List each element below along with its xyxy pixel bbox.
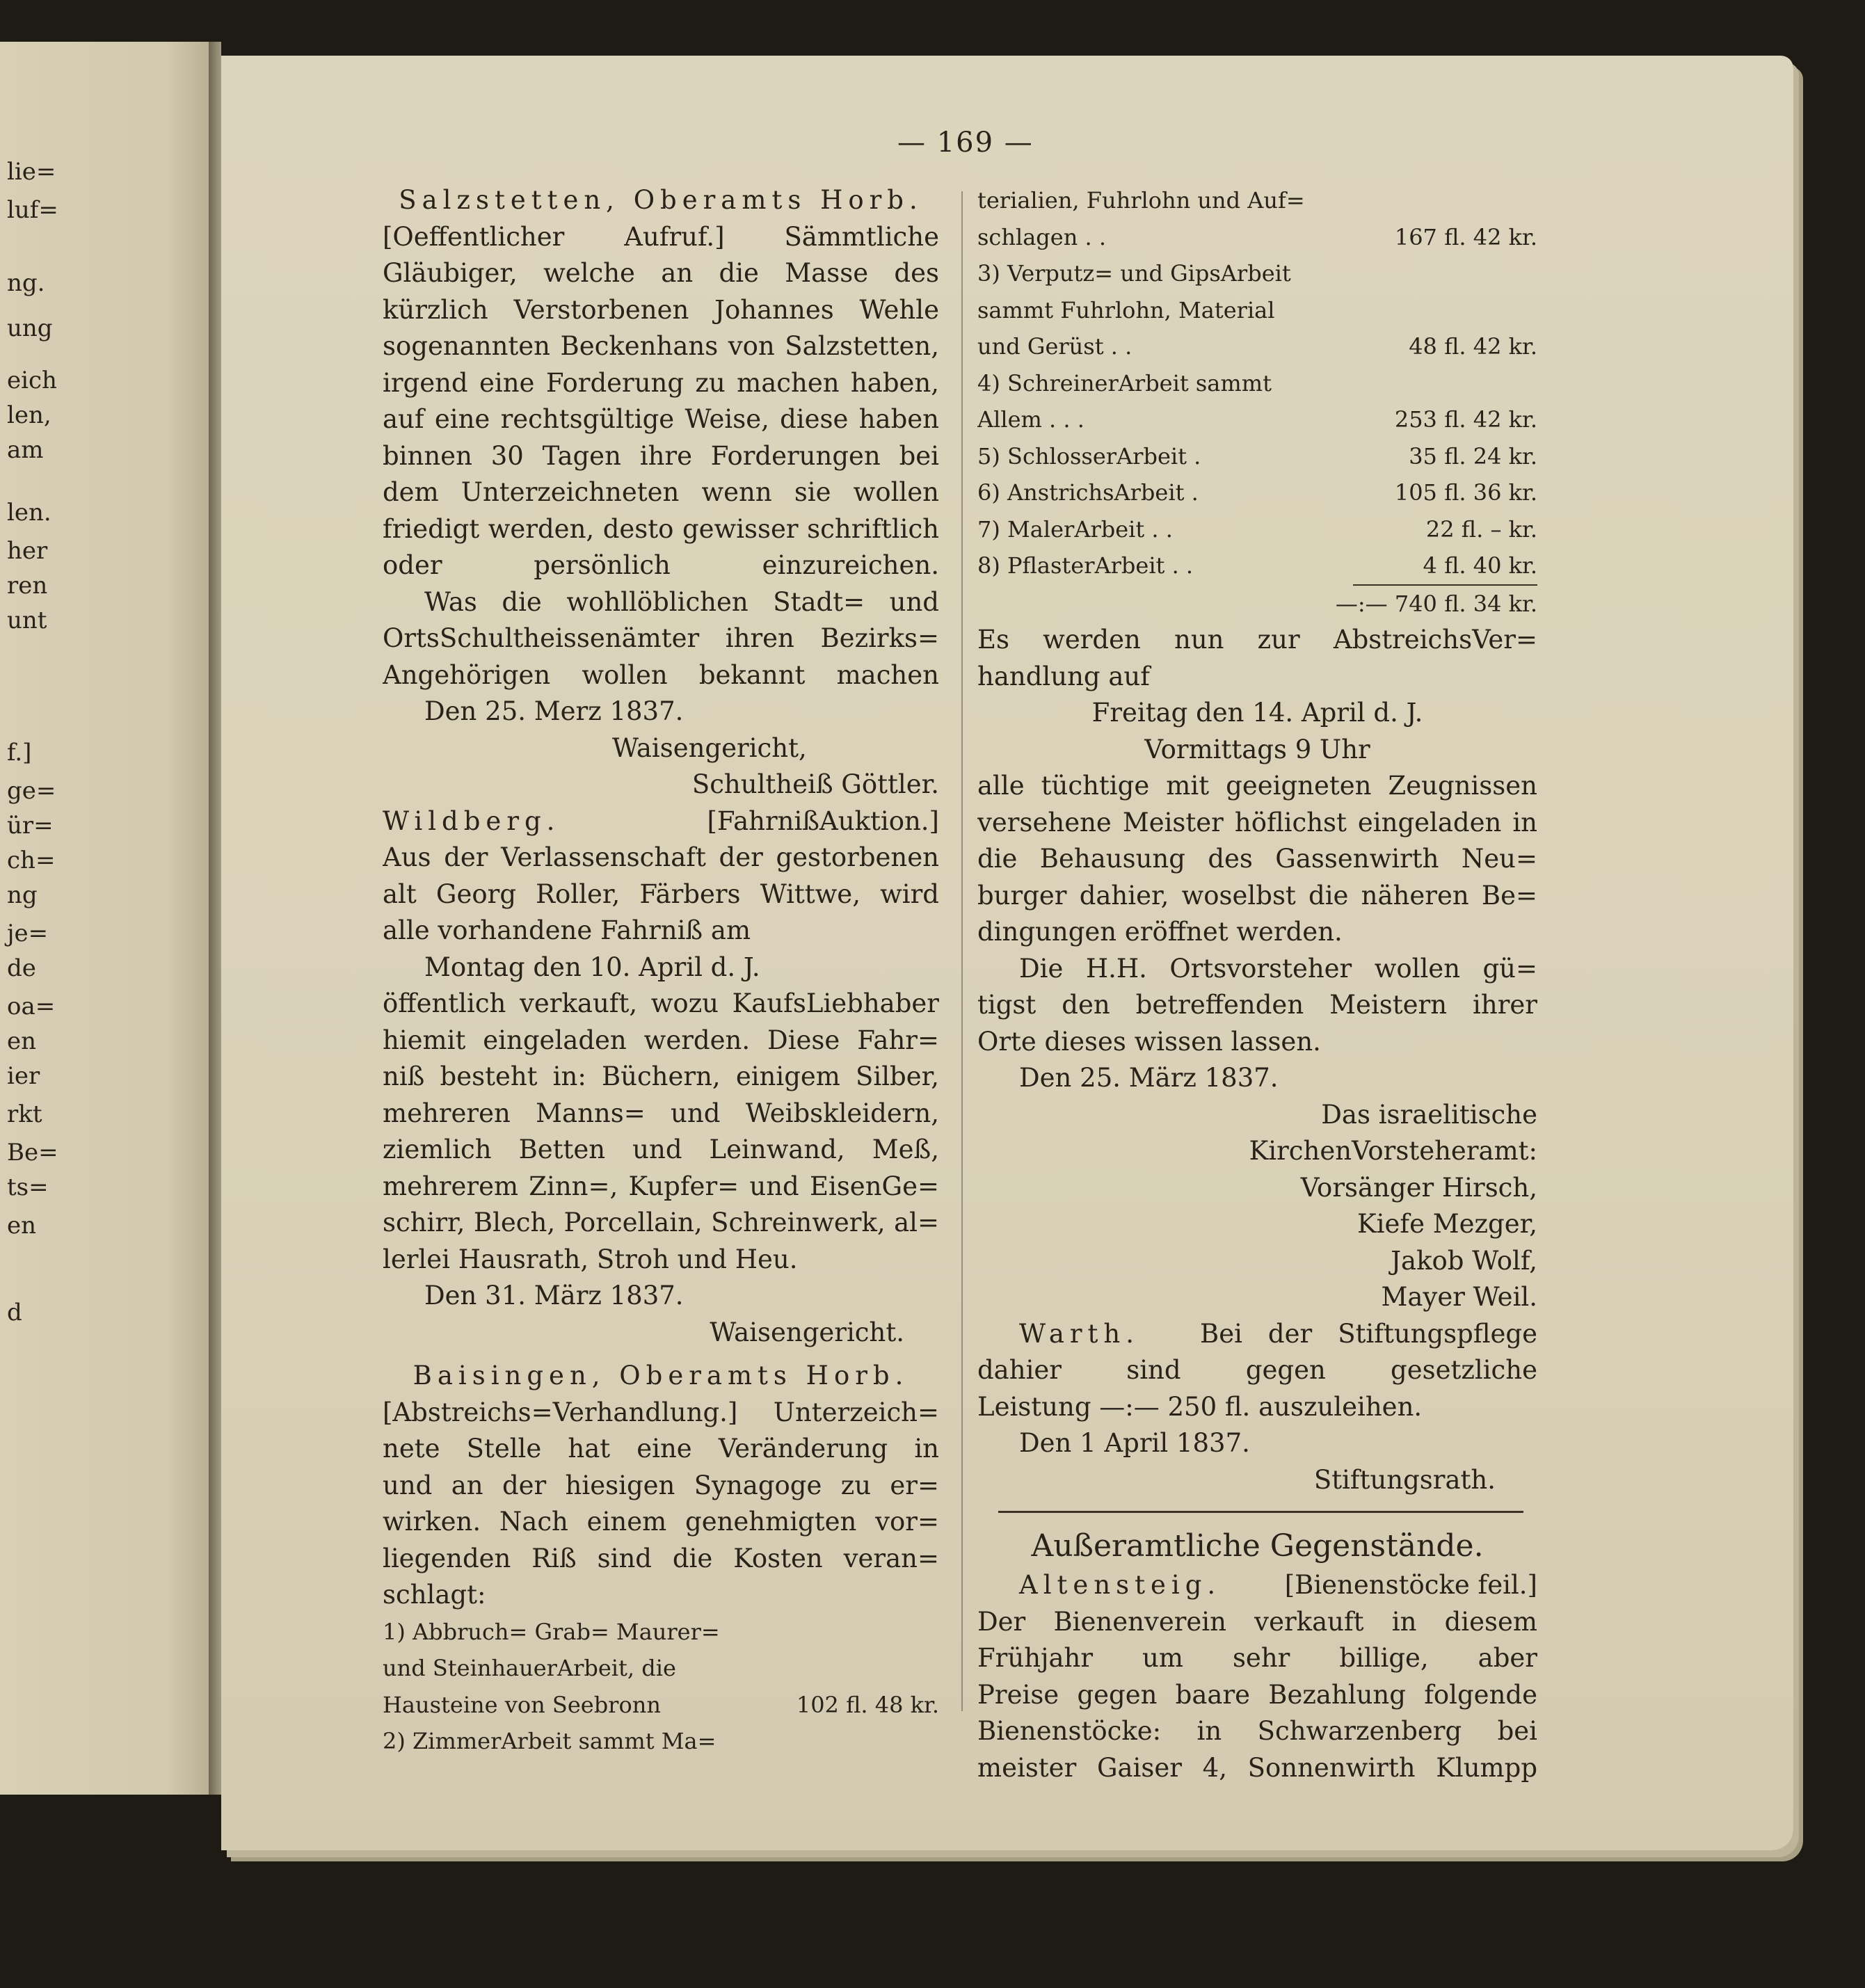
- text-line: kürzlich Verstorbenen Johannes Wehle: [383, 294, 939, 325]
- cost-item-amount: 102 fl. 48 kr.: [796, 1691, 939, 1718]
- text-line: Kiefe Mezger,: [1357, 1209, 1537, 1239]
- notice-first-line-warth: Bei der Stiftungspflege: [1200, 1318, 1537, 1349]
- text-line: mehreren Manns= und Weibskleidern,: [383, 1098, 939, 1128]
- left-margin-fragment: eich: [7, 367, 57, 394]
- section-divider: [998, 1511, 1523, 1513]
- cost-item: [977, 511, 1537, 548]
- cost-item: [383, 1687, 939, 1724]
- left-margin-fragment: ch=: [7, 847, 56, 874]
- notice-body-wildberg-2: [383, 986, 939, 1278]
- notice-body-altensteig: [977, 1604, 1537, 1787]
- column-right: [977, 182, 1537, 1786]
- left-margin-fragment: en: [7, 1027, 37, 1055]
- cost-item: [383, 1723, 939, 1760]
- section-title: Außeramtliche Gegenstände.: [1031, 1528, 1484, 1564]
- notice-date-warth: Den 1 April 1837.: [1019, 1428, 1250, 1458]
- text-line: tigst den betreffenden Meistern ihrer: [977, 990, 1537, 1020]
- cost-item-label: 1) Abbruch= Grab= Maurer=: [383, 1618, 720, 1645]
- text-line: irgend eine Forderung zu machen haben,: [383, 367, 939, 398]
- cost-item-amount: 22 fl. – kr.: [1425, 515, 1537, 543]
- cost-item: [977, 328, 1537, 365]
- text-line: wirken. Nach einem genehmigten vor=: [383, 1507, 939, 1537]
- cost-item: [977, 365, 1537, 402]
- cost-item-amount: 4 fl. 40 kr.: [1423, 552, 1537, 579]
- cost-list-part-1: [383, 1614, 939, 1760]
- text-line: Gläubiger, welche an die Masse des: [383, 258, 939, 288]
- cost-item: [977, 292, 1537, 329]
- left-margin-fragment: ür=: [7, 812, 54, 840]
- notice-signatures-baisingen: [977, 1097, 1537, 1316]
- notice-body-baisingen-cont2: [977, 768, 1537, 951]
- notice-heading-altensteig: [977, 1567, 1537, 1604]
- notice-title-altensteig: [Bienenstöcke feil.]: [1284, 1570, 1537, 1600]
- text-line: niß besteht in: Büchern, einigem Silber,: [383, 1061, 939, 1091]
- notice-signature-warth: Stiftungsrath.: [1313, 1464, 1496, 1495]
- text-line: versehene Meister höflichst eingeladen in: [977, 807, 1537, 837]
- cost-item: [977, 219, 1537, 256]
- text-line: Was die wohllöblichen Stadt= und: [424, 586, 939, 617]
- text-line: dem Unterzeichneten wenn sie wollen: [383, 477, 939, 507]
- left-margin-fragment: je=: [7, 920, 49, 947]
- left-margin-fragment: ren: [7, 572, 48, 600]
- text-line: liegenden Riß sind die Kosten veran=: [383, 1543, 939, 1573]
- text-line: Angehörigen wollen bekannt machen: [383, 659, 939, 690]
- cost-item: [977, 438, 1537, 475]
- notice-place-wildberg: Wildberg.: [383, 805, 561, 836]
- cost-item-amount: [1322, 292, 1537, 329]
- notice-body-baisingen-cont: [977, 622, 1537, 695]
- left-margin-fragment: her: [7, 537, 48, 565]
- cost-item-amount: 253 fl. 42 kr.: [1394, 406, 1537, 433]
- notice-title-wildberg: [FahrnißAuktion.]: [707, 805, 939, 836]
- text-line: Preise gegen baare Bezahlung folgende: [977, 1679, 1537, 1710]
- text-line: auf eine rechtsgültige Weise, diese haben: [383, 404, 939, 434]
- notice-body-baisingen: [383, 1395, 939, 1614]
- cost-item: [383, 1614, 939, 1651]
- notice-heading-salzstetten: Salzstetten, Oberamts Horb.: [399, 185, 923, 215]
- notice-heading-wildberg: [383, 803, 939, 840]
- notice-body-wildberg: [383, 840, 939, 949]
- cost-item-label: terialien, Fuhrlohn und Auf=: [977, 187, 1305, 214]
- text-line: die Behausung des Gassenwirth Neu=: [977, 844, 1537, 874]
- cost-item: [977, 401, 1537, 438]
- text-line: schirr, Blech, Porcellain, Schreinwerk, al=: [383, 1208, 939, 1237]
- notice-date-wildberg: Den 31. März 1837.: [424, 1281, 684, 1310]
- left-margin-fragment: d: [7, 1299, 22, 1326]
- left-margin-fragment: ung: [7, 314, 53, 342]
- text-line: alle vorhandene Fahrniß am: [383, 915, 751, 945]
- text-line: oder persönlich einzureichen.: [383, 550, 939, 580]
- cost-item-amount: [723, 1650, 939, 1687]
- notice-body-salzstetten: [383, 219, 939, 584]
- text-line: schlagt:: [383, 1580, 486, 1610]
- text-line: [Oeffentlicher Aufruf.] Sämmtliche: [383, 221, 939, 252]
- text-line: Es werden nun zur AbstreichsVer=: [977, 625, 1537, 655]
- notice-date-baisingen: Den 25. März 1837.: [1019, 1063, 1279, 1093]
- text-line: Der Bienenverein verkauft in diesem: [977, 1606, 1537, 1637]
- notice-signature-wildberg: Waisengericht.: [710, 1317, 904, 1347]
- notice-body-baisingen-cont3: [977, 951, 1537, 1061]
- left-margin-fragment: Be=: [7, 1139, 58, 1167]
- text-line: Vorsänger Hirsch,: [1300, 1172, 1537, 1203]
- text-line: alt Georg Roller, Färbers Wittwe, wird: [383, 879, 939, 909]
- left-margin-fragment: de: [7, 954, 36, 982]
- cost-item-label: und Gerüst . .: [977, 333, 1132, 360]
- text-line: nete Stelle hat eine Veränderung in: [383, 1434, 939, 1464]
- text-line: [Abstreichs=Verhandlung.] Unterzeich=: [383, 1397, 939, 1427]
- notice-place-altensteig: Altensteig.: [1019, 1570, 1222, 1600]
- text-line: dingungen eröffnet werden.: [977, 917, 1343, 947]
- text-line: alle tüchtige mit geeigneten Zeugnissen: [977, 771, 1537, 801]
- cost-list-part-2: [977, 182, 1537, 584]
- left-margin-fragment: f.]: [7, 739, 32, 767]
- cost-item-amount: 105 fl. 36 kr.: [1394, 479, 1537, 506]
- cost-item-label: 6) AnstrichsArbeit .: [977, 479, 1199, 506]
- book-gutter: [209, 42, 221, 1795]
- text-line: lerlei Hausrath, Stroh und Heu.: [383, 1244, 798, 1274]
- text-line: Mayer Weil.: [1381, 1282, 1537, 1312]
- notice-heading-warth: [977, 1316, 1537, 1353]
- cost-item-amount: [1322, 365, 1537, 402]
- left-margin-fragment: len.: [7, 499, 51, 527]
- cost-total: —:— 740 fl. 34 kr.: [1335, 590, 1537, 617]
- text-line: mehrerem Zinn=, Kupfer= und EisenGe=: [383, 1171, 939, 1201]
- text-line: Jakob Wolf,: [1391, 1245, 1537, 1276]
- notice-signature-salzstetten-1: Waisengericht,: [612, 732, 807, 763]
- cost-item-label: 3) Verputz= und GipsArbeit: [977, 260, 1291, 287]
- cost-item-label: sammt Fuhrlohn, Material: [977, 296, 1275, 323]
- left-margin-fragment: len,: [7, 401, 51, 429]
- notice-addendum-salzstetten: [383, 584, 939, 694]
- text-line: handlung auf: [977, 661, 1150, 691]
- text-line: Das israelitische: [1321, 1099, 1537, 1130]
- cost-item-label: schlagen . .: [977, 223, 1106, 250]
- notice-place-warth: Warth.: [1019, 1318, 1140, 1349]
- text-line: Die H.H. Ortsvorsteher wollen gü=: [1019, 953, 1537, 984]
- text-line: meister Gaiser 4, Sonnenwirth Klumpp: [977, 1752, 1537, 1783]
- page-number: — 169 —: [897, 127, 1034, 159]
- cost-item-label: Allem . . .: [977, 406, 1084, 433]
- notice-date-salzstetten: Den 25. Merz 1837.: [424, 696, 684, 726]
- text-line: Orte dieses wissen lassen.: [977, 1026, 1321, 1057]
- cost-item-amount: 167 fl. 42 kr.: [1394, 223, 1537, 250]
- cost-item: [977, 182, 1537, 219]
- cost-item: [977, 547, 1537, 584]
- text-line: Aus der Verlassenschaft der gestorbenen: [383, 842, 939, 872]
- cost-item-amount: 35 fl. 24 kr.: [1409, 442, 1537, 470]
- text-line: Frühjahr um sehr billige, aber: [977, 1643, 1537, 1673]
- notice-signature-salzstetten-2: Schultheiß Göttler.: [691, 769, 939, 799]
- cost-item: [383, 1650, 939, 1687]
- left-margin-fragment: ts=: [7, 1173, 49, 1201]
- left-page-edge: [0, 42, 210, 1795]
- left-margin-fragment: oa=: [7, 993, 56, 1020]
- cost-item-amount: [723, 1723, 939, 1760]
- left-margin-fragment: rkt: [7, 1100, 42, 1128]
- left-margin-fragment: ng.: [7, 269, 45, 297]
- notice-auction-date-wildberg: Montag den 10. April d. J.: [424, 952, 760, 982]
- auction-day: Freitag den 14. April d. J.: [1091, 698, 1423, 728]
- left-margin-fragment: ge=: [7, 777, 56, 805]
- left-margin-fragment: luf=: [7, 196, 58, 224]
- notice-heading-baisingen: Baisingen, Oberamts Horb.: [413, 1361, 909, 1390]
- text-line: und an der hiesigen Synagoge zu er=: [383, 1470, 939, 1500]
- cost-item-label: und SteinhauerArbeit, die: [383, 1655, 676, 1681]
- notice-line-warth-2: dahier sind gegen gesetzliche: [977, 1355, 1537, 1385]
- left-margin-fragment: ng: [7, 881, 38, 909]
- cost-item-amount: [1322, 182, 1537, 219]
- text-line: Bienenstöcke: in Schwarzenberg bei: [977, 1716, 1537, 1746]
- text-line: binnen 30 Tagen ihre Forderungen bei: [383, 440, 939, 471]
- cost-item-label: 4) SchreinerArbeit sammt: [977, 369, 1272, 396]
- column-left: [383, 182, 939, 1760]
- cost-item-amount: 48 fl. 42 kr.: [1409, 333, 1537, 360]
- left-margin-fragment: am: [7, 436, 44, 464]
- cost-item-amount: [723, 1614, 939, 1651]
- cost-item-label: 8) PflasterArbeit . .: [977, 552, 1194, 579]
- text-line: KirchenVorsteheramt:: [1249, 1136, 1537, 1166]
- text-line: öffentlich verkauft, wozu KaufsLiebhaber: [383, 988, 939, 1018]
- cost-item-label: Hausteine von Seebronn: [383, 1691, 661, 1718]
- left-margin-fragment: ier: [7, 1062, 40, 1090]
- cost-item: [977, 474, 1537, 511]
- auction-time: Vormittags 9 Uhr: [1144, 734, 1370, 764]
- text-line: OrtsSchultheissenämter ihren Bezirks=: [383, 623, 939, 653]
- cost-item: [977, 255, 1537, 292]
- cost-item-label: 7) MalerArbeit . .: [977, 515, 1173, 543]
- notice-line-warth-3: Leistung —:— 250 fl. auszuleihen.: [977, 1391, 1423, 1422]
- cost-item-label: 2) ZimmerArbeit sammt Ma=: [383, 1728, 717, 1754]
- text-line: ziemlich Betten und Leinwand, Meß,: [383, 1135, 939, 1164]
- text-line: friedigt werden, desto gewisser schriftlich: [383, 513, 939, 544]
- left-margin-fragment: en: [7, 1212, 37, 1240]
- cost-item-amount: [1322, 255, 1537, 292]
- cost-item-label: 5) SchlosserArbeit .: [977, 442, 1201, 470]
- column-rule: [961, 191, 963, 1711]
- text-line: sogenannten Beckenhans von Salzstetten,: [383, 331, 939, 361]
- text-line: burger dahier, woselbst die näheren Be=: [977, 880, 1537, 911]
- left-margin-fragment: unt: [7, 607, 47, 634]
- left-margin-fragment: lie=: [7, 158, 56, 186]
- text-line: hiemit eingeladen werden. Diese Fahr=: [383, 1025, 939, 1055]
